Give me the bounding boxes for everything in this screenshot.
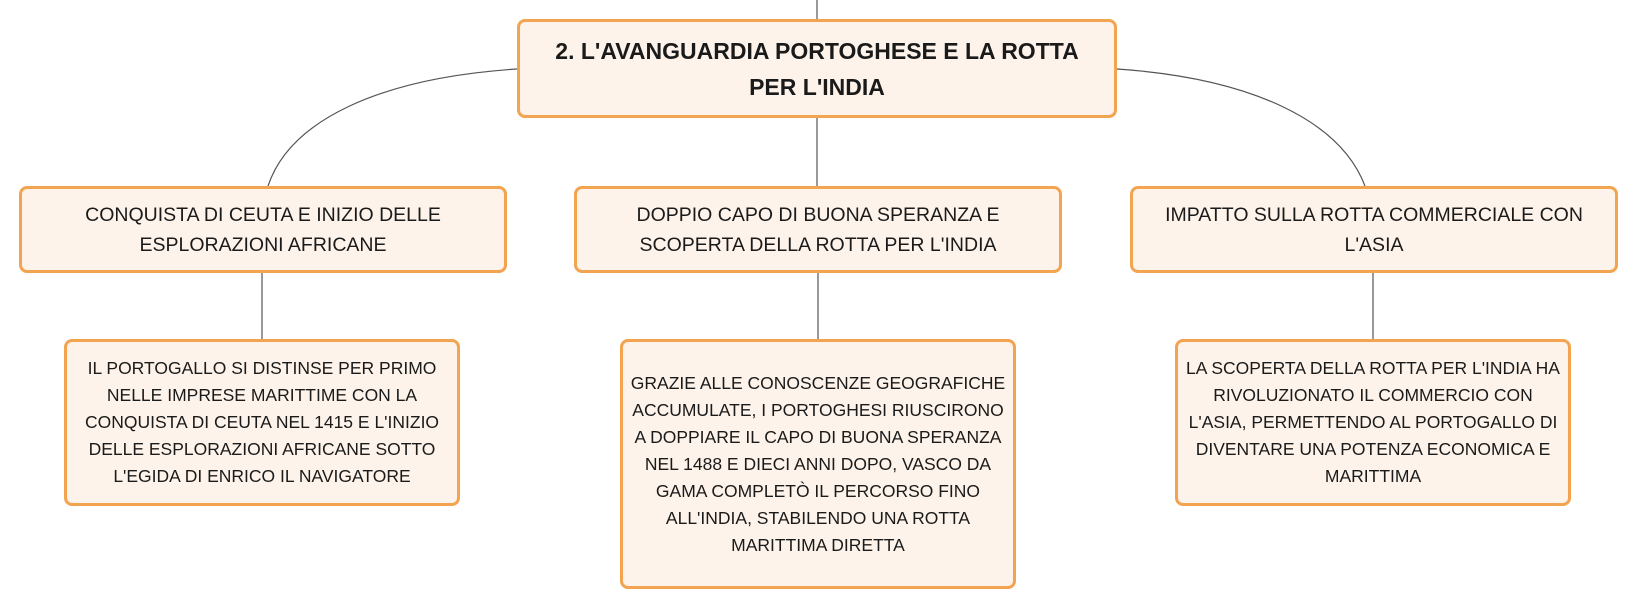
connector-root-to-topic-right <box>1117 69 1365 186</box>
root-topic-node[interactable] <box>517 19 1117 118</box>
topic-node-impatto-commercio[interactable] <box>1130 186 1618 273</box>
detail-text-ceuta: IL PORTOGALLO SI DISTINSE PER PRIMO NELLE IMPRESE MARITTIME CON LA CONQUISTA DI CEUTA NEL 1415 E L'INIZIO DELLE ESPLORAZIONI AFRICANE SOTTO L'EGIDA DI ENRICO IL NAVIGATORE <box>84 358 440 486</box>
connector-root-to-topic-left <box>268 69 517 186</box>
detail-text-capo-buona-speranza: GRAZIE ALLE CONOSCENZE GEOGRAFICHE ACCUMULATE, I PORTOGHESI RIUSCIRONO A DOPPIARE IL CAPO DI BUONA SPERANZA NEL 1488 E DIECI ANNI DOPO, VASCO DA GAMA COMPLETÒ IL PERCORSO FINO ALL'INDIA, STABILENDO UNA ROTTA MARITTIMA DIRETTA <box>630 372 1006 555</box>
detail-text-impatto-commercio: LA SCOPERTA DELLA ROTTA PER L'INDIA HA RIVOLUZIONATO IL COMMERCIO CON L'ASIA, PERMETTENDO AL PORTOGALLO DI DIVENTARE UNA POTENZA ECONOMICA E MARITTIMA <box>1186 358 1560 486</box>
topic-node-ceuta[interactable] <box>19 186 507 273</box>
topic-label-ceuta: CONQUISTA DI CEUTA E INIZIO DELLE ESPLORAZIONI AFRICANE <box>85 203 441 256</box>
topic-label-impatto-commercio: IMPATTO SULLA ROTTA COMMERCIALE CON L'ASIA <box>1165 203 1583 256</box>
topic-node-capo-buona-speranza[interactable] <box>574 186 1062 273</box>
detail-node-impatto-commercio[interactable] <box>1175 339 1571 506</box>
topic-label-capo-buona-speranza: DOPPIO CAPO DI BUONA SPERANZA E SCOPERTA DELLA ROTTA PER L'INDIA <box>636 203 1000 256</box>
detail-node-ceuta[interactable] <box>64 339 460 506</box>
detail-node-capo-buona-speranza[interactable] <box>620 339 1016 589</box>
root-topic-title: 2. L'AVANGUARDIA PORTOGHESE E LA ROTTA PER L'INDIA <box>555 37 1079 100</box>
